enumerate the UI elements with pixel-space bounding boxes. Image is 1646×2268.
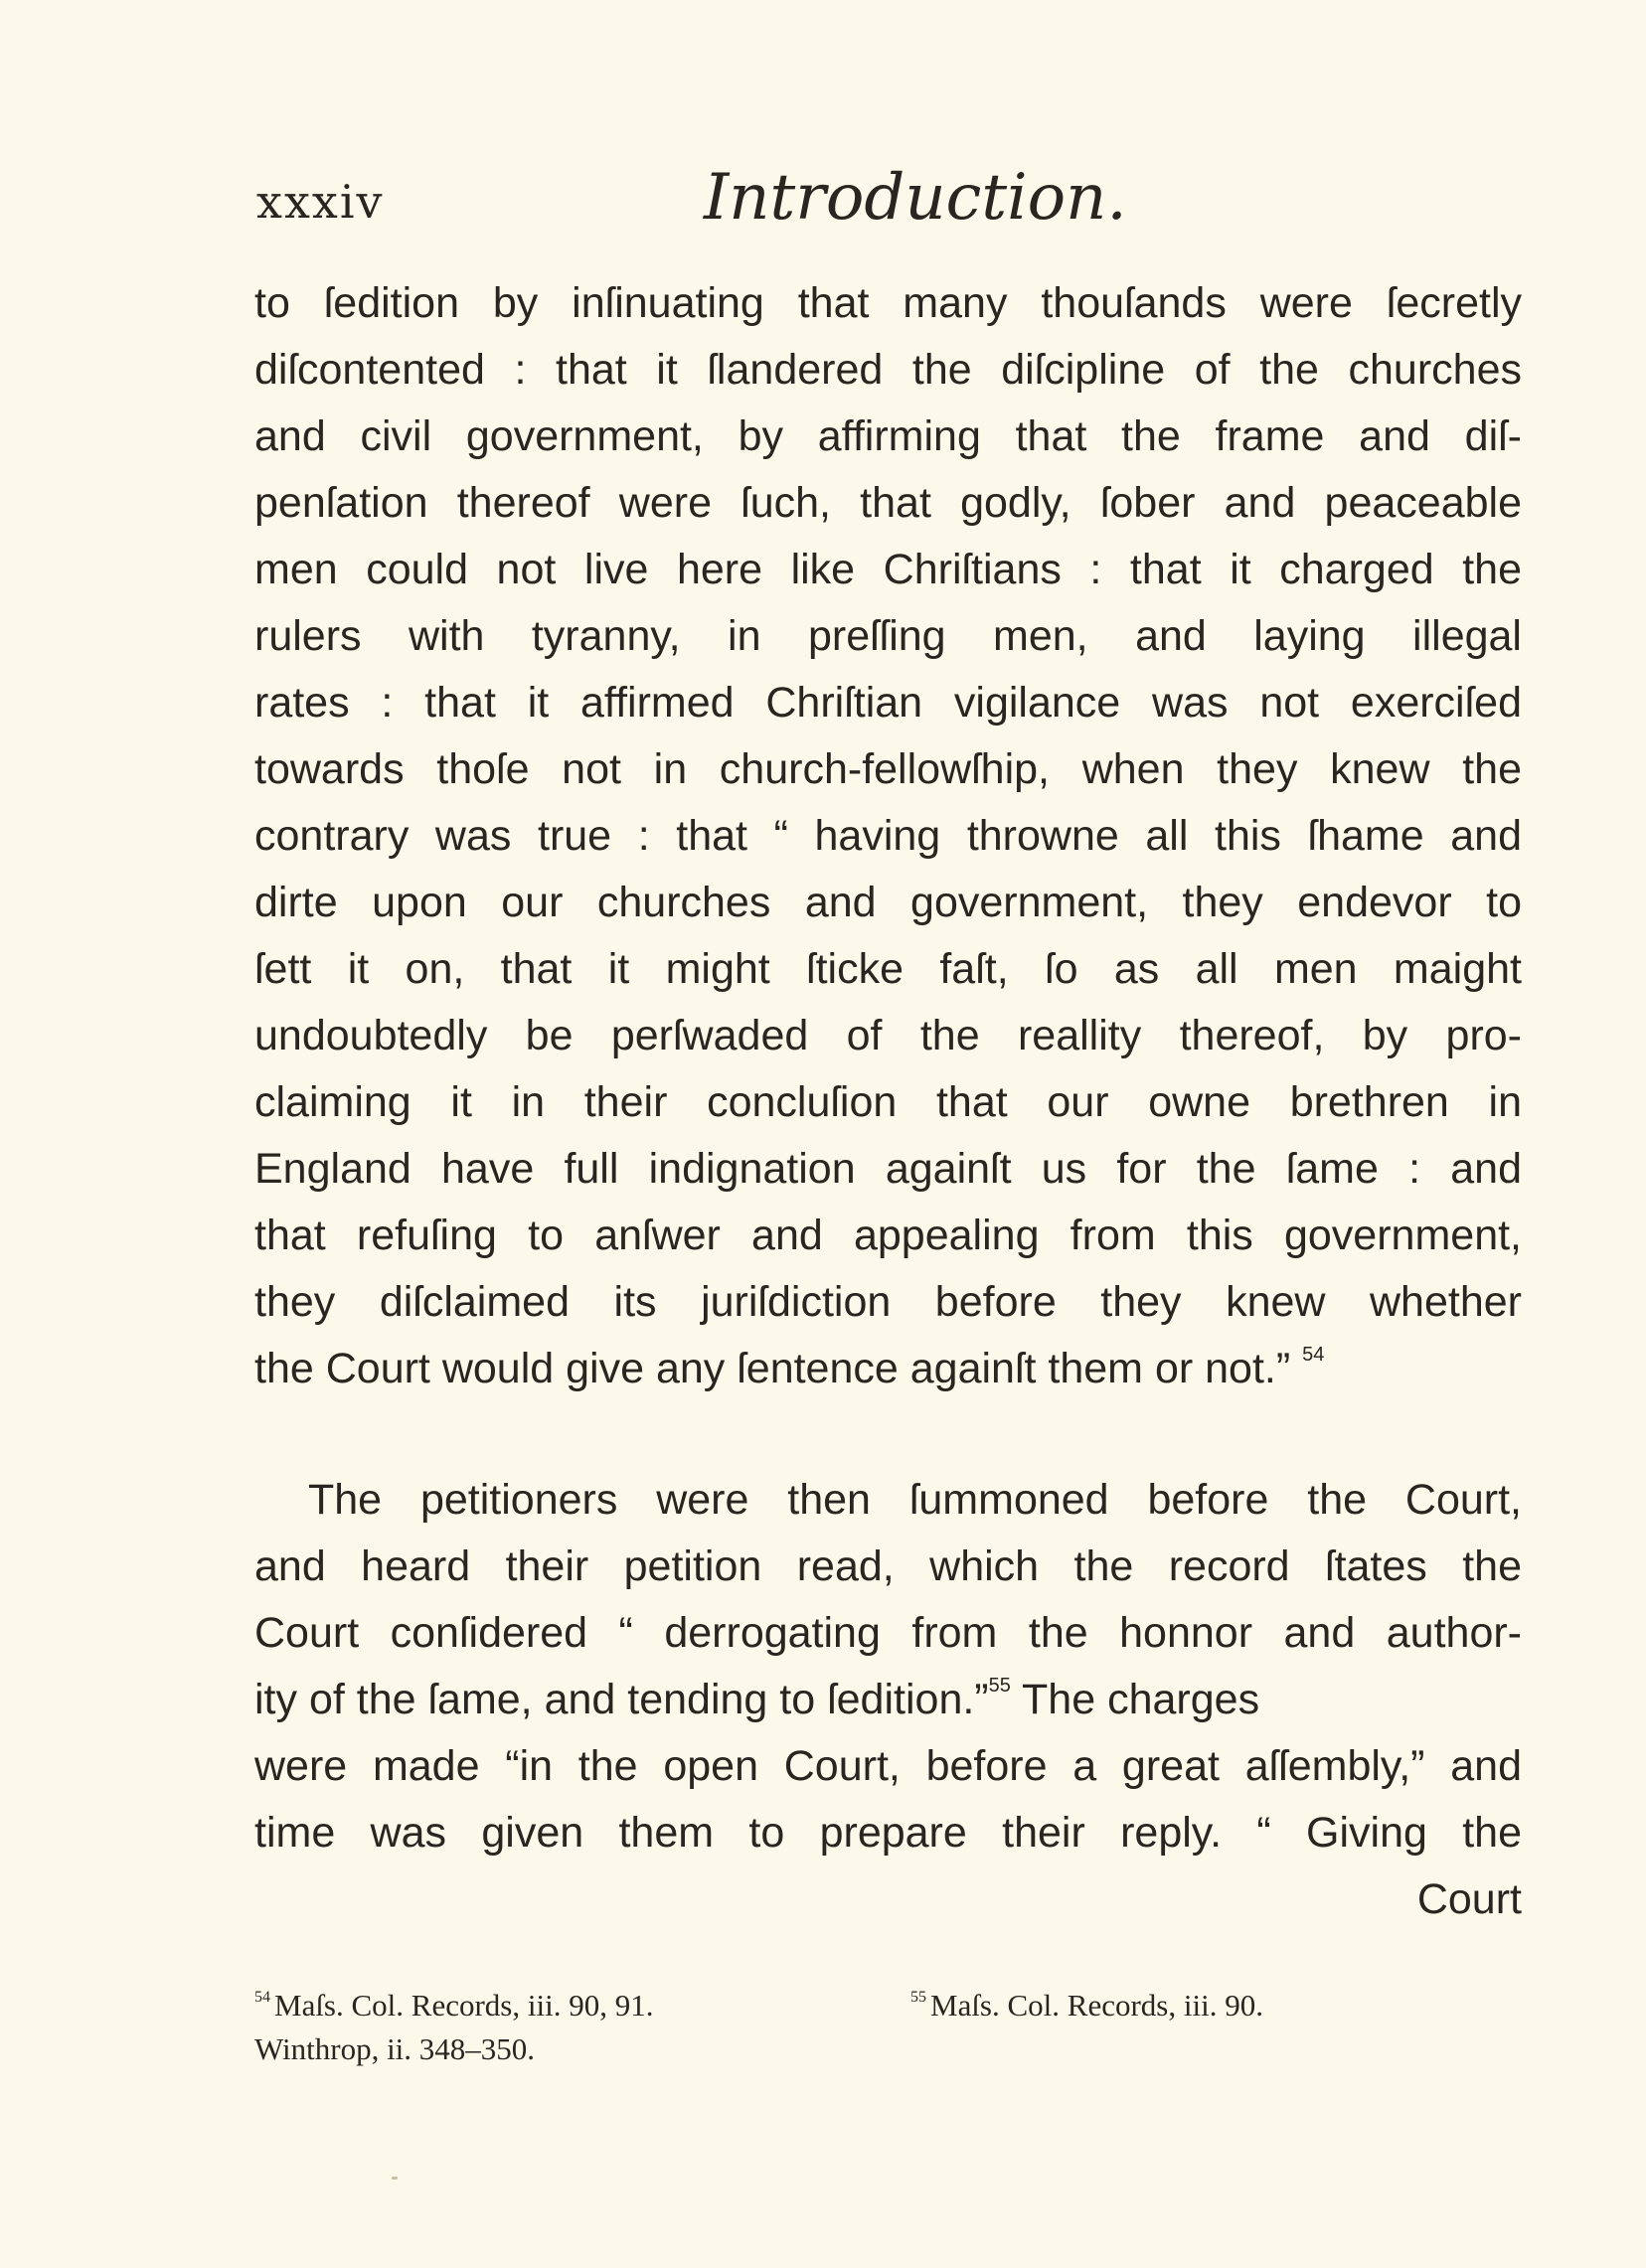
catchword: Court <box>1416 1875 1522 1923</box>
text-line: dirte upon our churches and government, they endevor to <box>254 879 1522 926</box>
text-line-with-ref <box>254 1667 1527 1733</box>
text-line: undoubtedly be perſwaded of the reallity thereof, by pro- <box>254 1012 1522 1059</box>
text-line: diſcontented : that it ſlandered the diſcipline of the churches <box>254 346 1522 394</box>
footnote-mark: 54 <box>254 1989 270 2006</box>
text-line: rates : that it affirmed Chriſtian vigilance was not exerciſed <box>254 679 1522 727</box>
text-line: and heard their petition read, which the record ſtates the <box>254 1542 1522 1590</box>
text-line: that refuſing to anſwer and appealing from this government, <box>254 1212 1522 1259</box>
footnote-55 <box>910 1976 1263 2027</box>
text-line: claiming it in their concluſion that our owne brethren in <box>254 1078 1522 1126</box>
footnotes <box>254 1976 1497 2071</box>
paragraph-gap <box>254 1402 1527 1467</box>
page-header <box>256 157 1127 237</box>
text-line: time was given them to prepare their reply. “ Giving the <box>254 1809 1522 1857</box>
footnote-ref-55: 55 <box>988 1675 1011 1697</box>
footnote-row <box>254 1976 1497 2027</box>
text-line: to ſedition by inſinuating that many thouſands were ſecretly <box>254 279 1522 327</box>
text-line: rulers with tyranny, in preſſing men, and laying illegal <box>254 612 1522 660</box>
page-number: xxxiv <box>256 175 385 229</box>
body-text <box>254 270 1527 1933</box>
text-line: The petitioners were then ſummoned before the Court, <box>308 1476 1522 1524</box>
text-line: and civil government, by affirming that the frame and diſ- <box>254 412 1522 460</box>
footnote-54 <box>254 1976 910 2027</box>
text-line: were made “in the open Court, before a great aſſembly,” and <box>254 1742 1522 1790</box>
paper-speck <box>392 2177 398 2180</box>
footnote-row <box>254 2027 1497 2071</box>
text-line: towards thoſe not in church-fellowſhip, when they knew the <box>254 745 1522 793</box>
text-line: ſett it on, that it might ſticke faſt, ſo as all men maight <box>254 945 1522 993</box>
paragraph-2 <box>254 1467 1527 1933</box>
text-line: Court conſidered “ derrogating from the honnor and author- <box>254 1609 1522 1657</box>
text-line-part: The charges <box>1010 1676 1260 1723</box>
text-line: contrary was true : that “ having throwne all this ſhame and <box>254 812 1522 860</box>
footnote-mark: 55 <box>910 1989 926 2006</box>
footnote-text: Maſs. Col. Records, iii. 90, 91. <box>274 1988 654 2023</box>
text-line-last <box>254 1336 1527 1402</box>
paragraph-1 <box>254 270 1527 1402</box>
running-title: Introduction. <box>704 161 1127 235</box>
text-line-part: ity of the ſame, and tending to ſedition.” <box>254 1676 989 1723</box>
text-line: penſation thereof were ſuch, that godly, ſober and peaceable <box>254 479 1522 527</box>
text-line: they diſclaimed its juriſdiction before they knew whether <box>254 1278 1522 1326</box>
footnote-54-continuation: Winthrop, ii. 348–350. <box>254 2031 536 2066</box>
text-line: England have full indignation againſt us for the ſame : and <box>254 1145 1522 1193</box>
text-line-content: the Court would give any ſentence againſt them or not.” <box>254 1345 1291 1392</box>
footnote-text: Maſs. Col. Records, iii. 90. <box>930 1988 1263 2023</box>
footnote-ref-54: 54 <box>1302 1344 1325 1366</box>
text-line: men could not live here like Chriſtians : that it charged the <box>254 546 1522 593</box>
